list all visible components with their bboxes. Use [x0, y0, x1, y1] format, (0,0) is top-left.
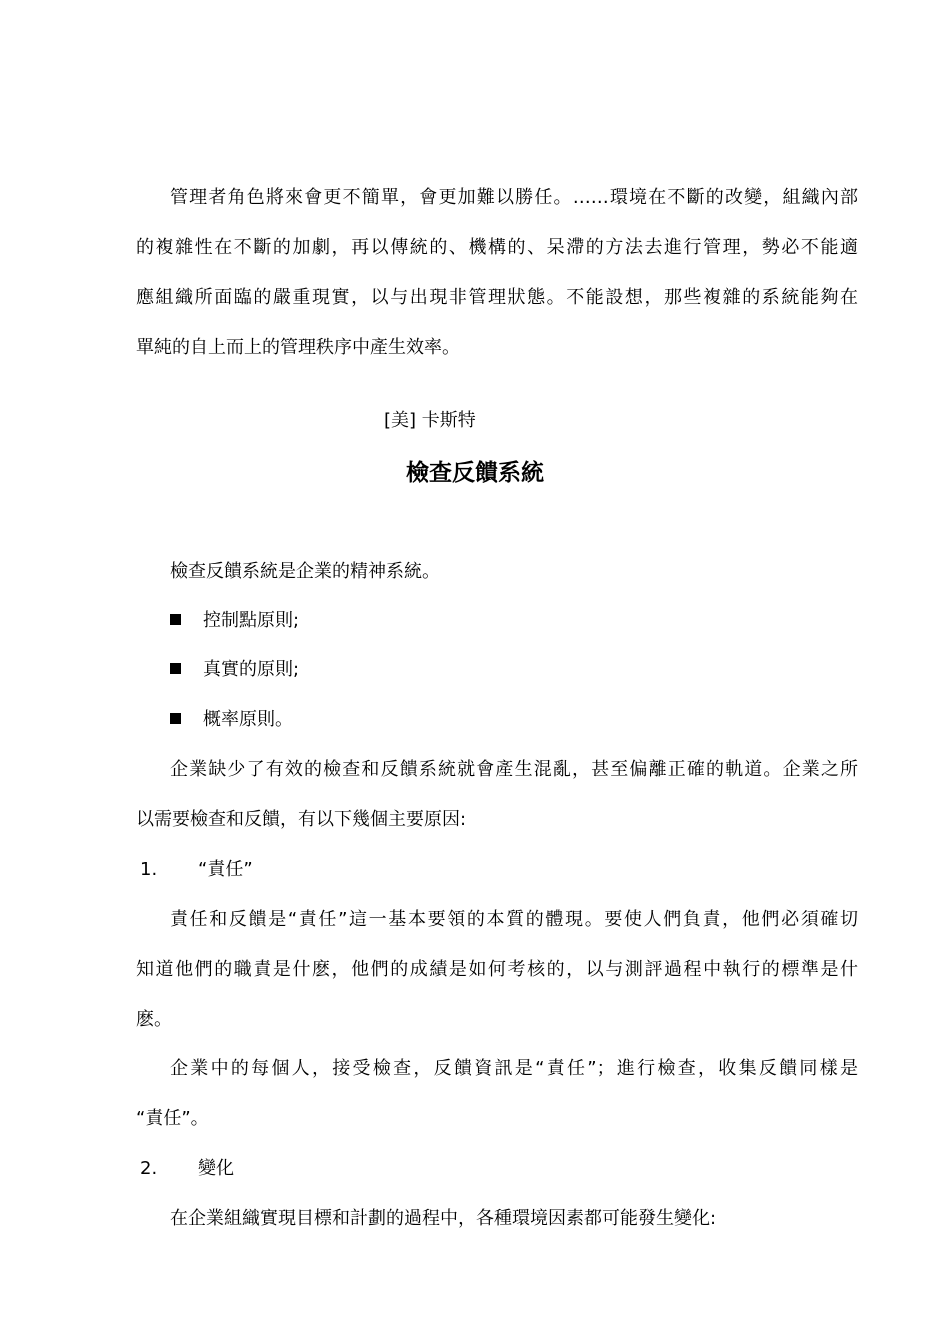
square-bullet-icon — [170, 713, 181, 724]
quote-line-4: 單純的自上而上的管理秩序中產生效率。 — [136, 337, 460, 358]
item-number: 1. — [140, 859, 158, 880]
bullet-text: 控制點原則; — [203, 610, 300, 631]
section-title: 檢查反饋系統 — [406, 460, 544, 486]
item-number: 2. — [140, 1158, 158, 1179]
paragraph-line: 企業缺少了有效的檢查和反饋系統就會產生混亂，甚至偏離正確的軌道。企業之所 — [170, 759, 858, 780]
paragraph-line: 在企業組織實現目標和計劃的過程中，各種環境因素都可能發生變化: — [170, 1208, 717, 1229]
paragraph-line: 以需要檢查和反饋，有以下幾個主要原因: — [136, 809, 467, 830]
quote-attribution: [美] 卡斯特 — [384, 410, 476, 431]
paragraph-line: 企業中的每個人，接受檢查，反饋資訊是“責任”；進行檢查，收集反饋同樣是 — [170, 1058, 858, 1079]
bullet-text: 概率原則。 — [203, 709, 293, 730]
quote-line-2: 的複雜性在不斷的加劇，再以傳統的、機構的、呆滯的方法去進行管理，勢必不能適 — [136, 237, 858, 258]
quote-line-1: 管理者角色將來會更不簡單，會更加難以勝任。……環境在不斷的改變，組織內部 — [170, 187, 858, 208]
bullet-text: 真實的原則; — [203, 659, 300, 680]
bullet-item — [170, 708, 293, 732]
paragraph-line: 責任和反饋是“責任”這一基本要領的本質的體現。要使人們負責，他們必須確切 — [170, 909, 858, 930]
numbered-heading — [140, 858, 253, 882]
paragraph-line: “責任”。 — [136, 1108, 209, 1129]
item-heading: “責任” — [198, 859, 253, 880]
paragraph-line: 麽。 — [136, 1009, 172, 1030]
bullet-item — [170, 609, 299, 633]
section-intro: 檢查反饋系統是企業的精神系統。 — [170, 561, 440, 582]
square-bullet-icon — [170, 614, 181, 625]
bullet-item — [170, 658, 299, 682]
square-bullet-icon — [170, 663, 181, 674]
quote-line-3: 應組織所面臨的嚴重現實，以与出現非管理狀態。不能設想，那些複雜的系統能夠在 — [136, 287, 858, 308]
item-heading: 變化 — [198, 1158, 234, 1179]
paragraph-line: 知道他們的職責是什麽，他們的成績是如何考核的，以与測評過程中執行的標準是什 — [136, 959, 858, 980]
numbered-heading — [140, 1157, 234, 1181]
